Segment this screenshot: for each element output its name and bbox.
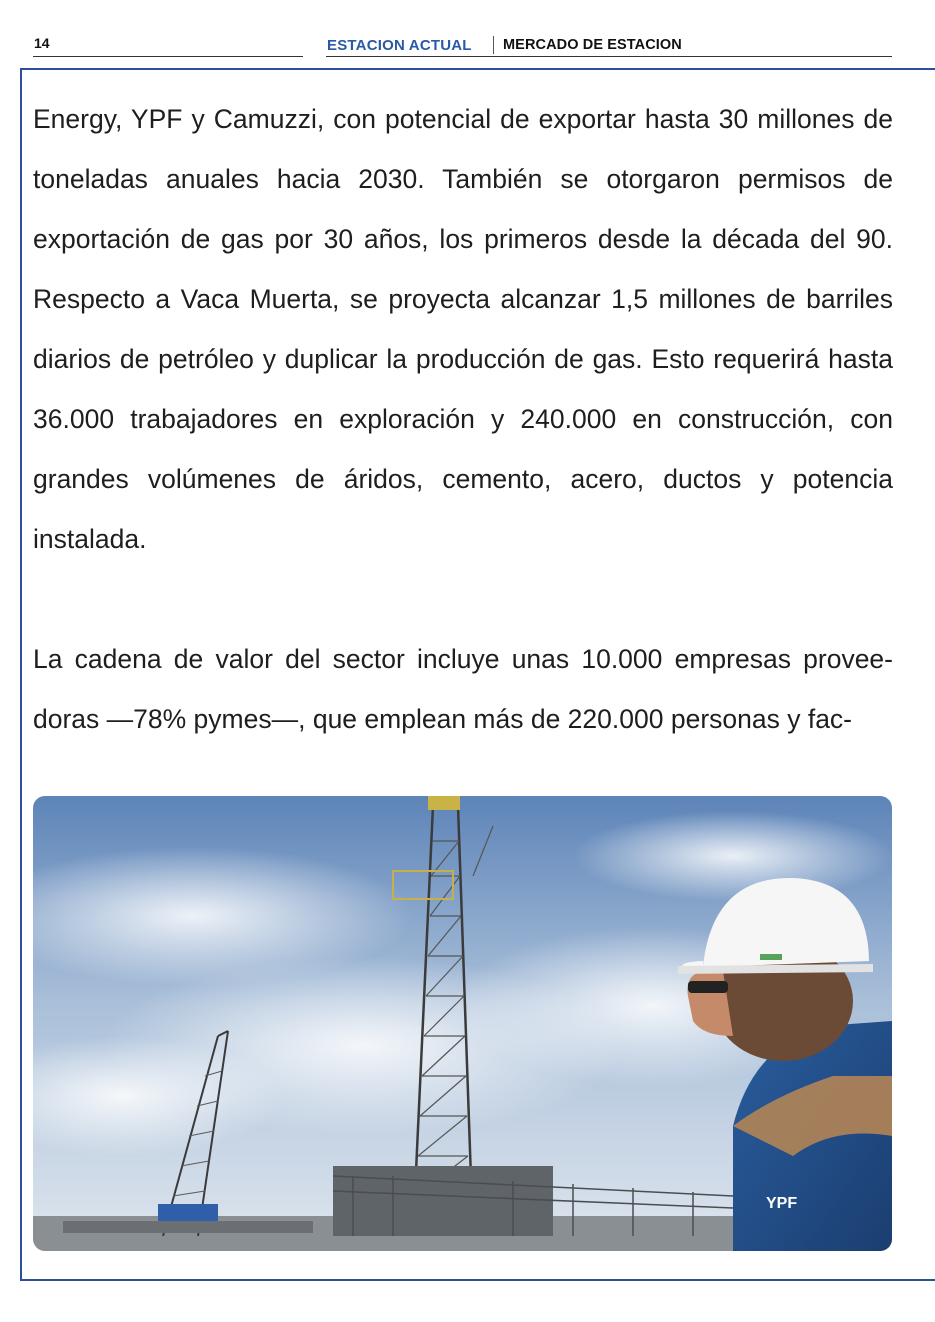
article-paragraph-2: La cadena de valor del sector incluye unas 10.000 empresas proveedoras —78% pymes—, que emplean más de 220.000 personas y fac- bbox=[33, 644, 893, 734]
ypf-logo: YPF bbox=[766, 1195, 798, 1212]
header-rule-left bbox=[33, 56, 303, 57]
subsection-title: MERCADO DE ESTACION bbox=[503, 37, 682, 53]
header-rule-right bbox=[326, 56, 892, 57]
page-number: 14 bbox=[34, 35, 50, 51]
header-divider bbox=[493, 36, 494, 54]
article-paragraph-1: Energy, YPF y Camuzzi, con potencial de exportar hasta 30 millones de toneladas anuales hacia 2030. También se otorgaron permisos de exportación de gas por 30 años, los primeros desde la década del 90. Respecto a Vaca Muerta, se proyecta alcanzar 1,5 millones de barriles diarios de petróleo y duplicar la producción de gas. Esto requerirá hasta 36.000 trabajadores en exploración y 240.000 en construcción, con grandes volúmenes de áridos, cemento, acero, ductos y potencia instalada. bbox=[33, 104, 893, 554]
section-title: ESTACION ACTUAL bbox=[327, 37, 472, 54]
oil-rig-photo bbox=[33, 796, 892, 1251]
